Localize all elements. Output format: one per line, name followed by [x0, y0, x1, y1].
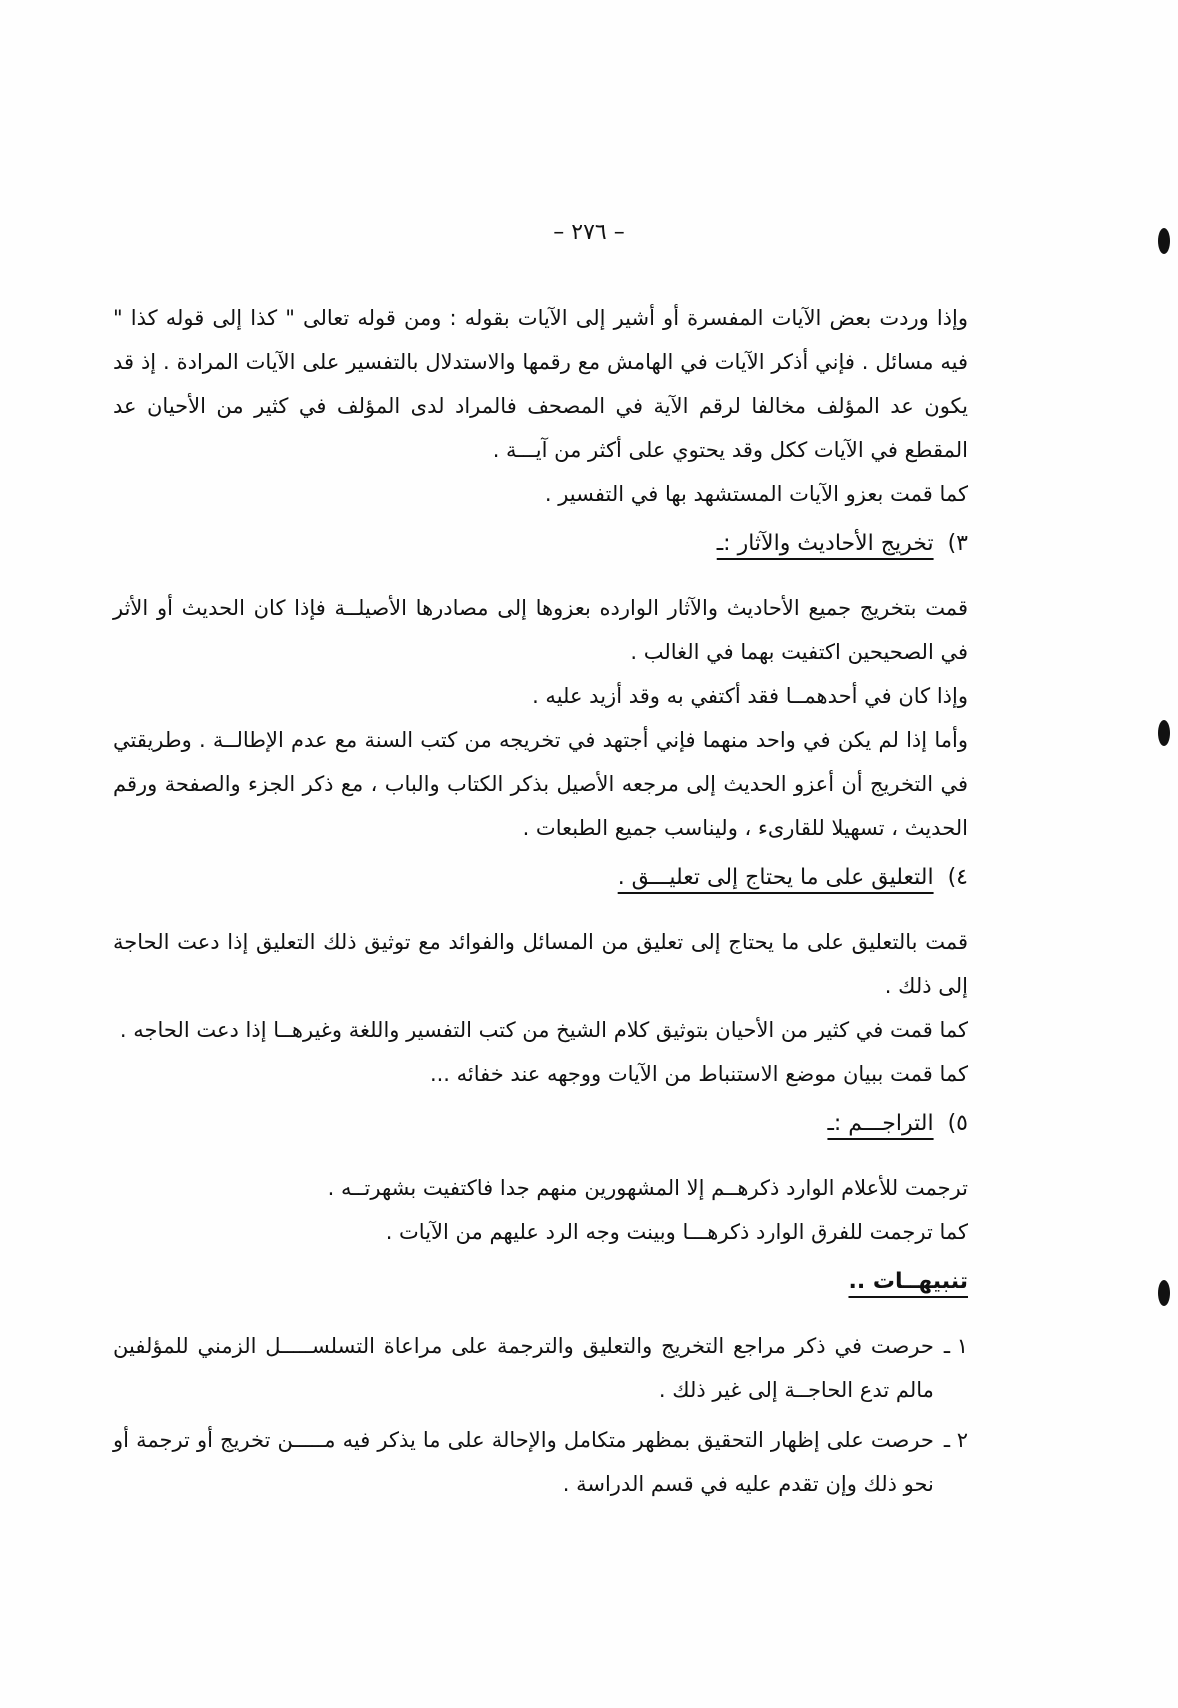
section-number: ٣): [947, 531, 968, 556]
note-item: [113, 1418, 968, 1506]
section-paragraph: ترجمت للأعلام الوارد ذكرهــم إلا المشهورين منهم جدا فاكتفيت بشهرتــه .: [327, 1176, 968, 1200]
section-number: ٥): [947, 1111, 968, 1136]
section-paragraph: قمت بتخريج جميع الأحاديث والآثار الوارده بعزوها إلى مصادرها الأصيلــة فإذا كان الحديث أو الأثر في الصحيحين اكتفيت بهما في الغالب .: [113, 596, 968, 664]
section-paragraph: وأما إذا لم يكن في واحد منهما فإني أجتهد في تخريجه من كتب السنة مع عدم الإطالــة . وطريقتي في التخريج أن أعزو الحديث إلى مرجعه الأصيل بذكر الكتاب والباب ، مع ذكر الجزء والصفحة ورقم الحديث ، تسهيلا للقارىء ، وليناسب جميع الطبعات .: [113, 728, 968, 840]
section-paragraph: كما قمت ببيان موضع الاستنباط من الآيات ووجهه عند خفائه ...: [429, 1062, 968, 1086]
page-number: – ٢٧٦ –: [553, 220, 625, 245]
section-paragraph: كما قمت في كثير من الأحيان بتوثيق كلام الشيخ من كتب التفسير واللغة وغيرهــا إذا دعت الحاجه .: [119, 1018, 968, 1042]
section-title: التراجـــم :ـ: [827, 1111, 934, 1136]
section-heading-taliq: [113, 856, 968, 900]
note-text: حرصت في ذكر مراجع التخريج والتعليق والترجمة على مراعاة التسلســـــل الزمني للمؤلفين مالم تدع الحاجــة إلى غير ذلك .: [113, 1334, 934, 1402]
section-number: ٤): [947, 865, 968, 890]
note-item: [113, 1324, 968, 1412]
section-paragraph: كما ترجمت للفرق الوارد ذكرهـــا وبينت وجه الرد عليهم من الآيات .: [385, 1220, 968, 1244]
notes-heading: [113, 1260, 968, 1304]
section-paragraph: وإذا كان في أحدهمــا فقد أكتفي به وقد أزيد عليه .: [532, 684, 968, 708]
binding-hole-mark: [1158, 228, 1170, 254]
section-heading-takhrij: [113, 522, 968, 566]
notes-title: تنبيهــات ..: [848, 1269, 968, 1294]
section-title: التعليق على ما يحتاج إلى تعليـــق .: [617, 865, 934, 890]
intro-paragraph: كما قمت بعزو الآيات المستشهد بها في التفسير .: [544, 482, 968, 506]
note-number: ١ ـ: [943, 1334, 968, 1358]
section-heading-tarajim: [113, 1102, 968, 1146]
note-number: ٢ ـ: [943, 1428, 968, 1452]
binding-hole-mark: [1158, 1280, 1170, 1306]
note-text: حرصت على إظهار التحقيق بمظهر متكامل والإحالة على ما يذكر فيه مـــــن تخريج أو ترجمة أو نحو ذلك وإن تقدم عليه في قسم الدراسة .: [113, 1428, 934, 1496]
binding-hole-mark: [1158, 720, 1170, 746]
section-paragraph: قمت بالتعليق على ما يحتاج إلى تعليق من المسائل والفوائد مع توثيق ذلك التعليق إذا دعت الحاجة إلى ذلك .: [113, 930, 968, 998]
intro-paragraph: وإذا وردت بعض الآيات المفسرة أو أشير إلى الآيات بقوله : ومن قوله تعالى " كذا إلى قوله كذا " فيه مسائل . فإني أذكر الآيات في الهامش مع رقمها والاستدلال بالتفسير على الآيات المرادة . إذ قد يكون عد المؤلف مخالفا لرقم الآية في المصحف فالمراد لدى المؤلف في كثير من الأحيان عد المقطع في الآيات ككل وقد يحتوي على أكثر من آيـــة .: [113, 306, 968, 462]
document-body: [113, 296, 968, 1506]
section-title: تخريج الأحاديث والآثار :ـ: [716, 531, 934, 556]
